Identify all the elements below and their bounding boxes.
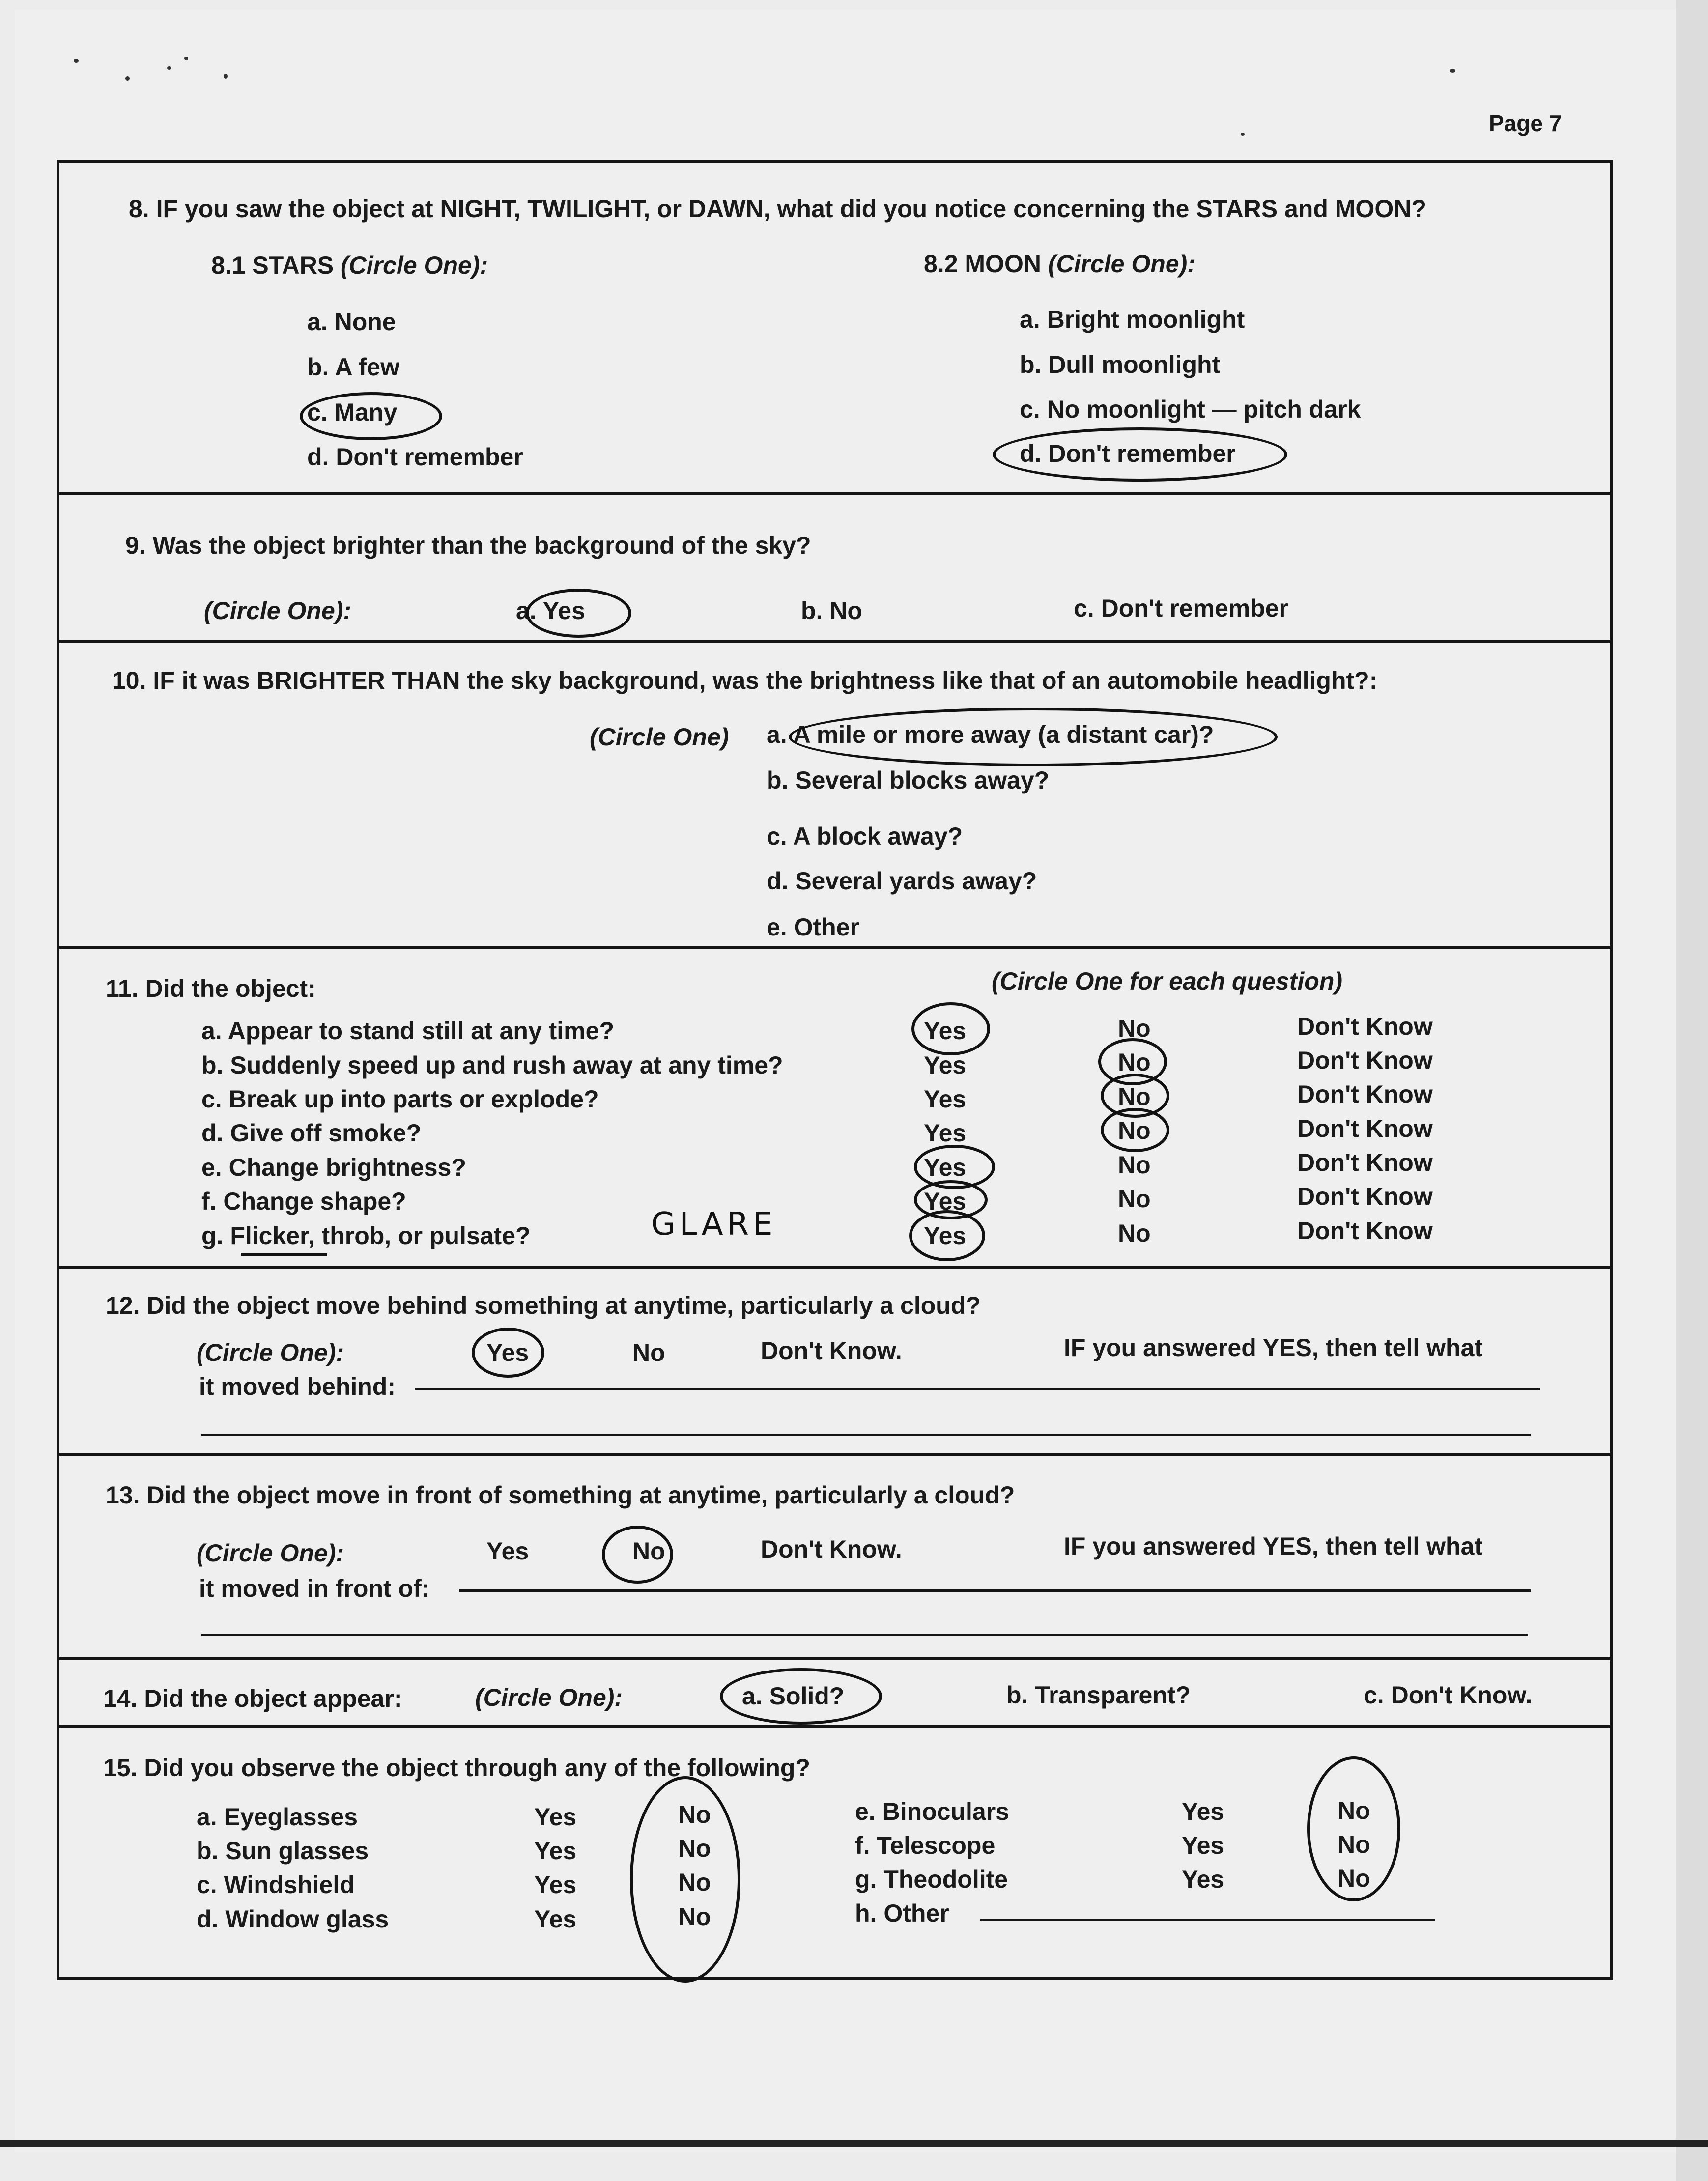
q15-item-f: f. Telescope [855,1832,996,1859]
scan-speck [74,59,79,63]
q11-no-g[interactable]: No [1118,1219,1151,1247]
answer-circle [1307,1756,1400,1901]
q11-dontknow-b[interactable]: Don't Know [1297,1047,1433,1074]
q15-no-d[interactable]: No [678,1903,711,1930]
section-divider [57,946,1613,949]
scan-speck [125,76,130,81]
moon-heading: 8.2 MOON (Circle One): [924,250,1196,278]
q15-no-b[interactable]: No [678,1835,711,1862]
q15-item-h: h. Other [855,1899,949,1927]
q9-instruction: (Circle One): [204,597,352,624]
q12-option-dontknow[interactable]: Don't Know. [761,1337,902,1364]
answer-circle [630,1776,740,1983]
q15-yes-b[interactable]: Yes [534,1837,577,1865]
q12-followup-label: it moved behind: [199,1373,396,1400]
q11-row-e: e. Change brightness? [201,1154,466,1181]
answer-circle [602,1526,673,1584]
question-13: 13. Did the object move in front of something at anytime, particularly a cloud? [106,1481,1015,1509]
scan-speck [1241,133,1245,136]
q11-dontknow-a[interactable]: Don't Know [1297,1013,1433,1040]
q13-answer-line-2[interactable] [201,1634,1528,1636]
q11-yes-g[interactable]: Yes [924,1222,967,1249]
q15-yes-a[interactable]: Yes [534,1803,577,1831]
q11-dontknow-e[interactable]: Don't Know [1297,1149,1433,1176]
section-divider [57,1266,1613,1269]
q15-no-a[interactable]: No [678,1801,711,1828]
q11-row-c: c. Break up into parts or explode? [201,1085,599,1113]
moon-option-b[interactable]: b. Dull moonlight [1020,351,1221,378]
q11-yes-c[interactable]: Yes [924,1085,967,1113]
answer-circle [1101,1108,1169,1152]
scan-speck [224,74,228,79]
q13-option-dontknow[interactable]: Don't Know. [761,1535,902,1563]
question-9: 9. Was the object brighter than the background of the sky? [125,532,811,559]
q9-option-a[interactable]: a. Yes [516,597,585,624]
q10-instruction: (Circle One) [590,723,729,751]
answer-circle [526,589,631,638]
q15-item-b: b. Sun glasses [197,1837,369,1865]
q12-answer-line-2[interactable] [201,1434,1531,1436]
q15-yes-c[interactable]: Yes [534,1871,577,1898]
q12-answer-line[interactable] [415,1388,1540,1390]
q11-dontknow-d[interactable]: Don't Know [1297,1115,1433,1142]
answer-circle [911,1002,990,1055]
q13-instruction: (Circle One): [197,1539,344,1567]
scan-speck [167,66,171,70]
scan-speck [1450,69,1455,73]
q15-yes-d[interactable]: Yes [534,1905,577,1933]
q15-item-a: a. Eyeglasses [197,1803,358,1831]
q10-option-c[interactable]: c. A block away? [767,822,963,850]
q11-yes-d[interactable]: Yes [924,1119,967,1147]
question-10: 10. IF it was BRIGHTER THAN the sky background, was the brightness like that of an automobile headlight?: [112,667,1378,694]
page-edge-shadow [1676,0,1708,2181]
q11-row-f: f. Change shape? [201,1188,406,1215]
q10-option-a[interactable]: a. A mile or more away (a distant car)? [767,721,1214,748]
q15-item-d: d. Window glass [197,1905,389,1933]
q11-instruction: (Circle One for each question) [992,967,1343,995]
stars-option-b[interactable]: b. A few [307,353,399,381]
moon-option-d[interactable]: d. Don't remember [1020,440,1236,467]
q11-yes-a[interactable]: Yes [924,1017,967,1045]
answer-circle [472,1328,544,1378]
q15-yes-f[interactable]: Yes [1182,1832,1224,1859]
q15-item-g: g. Theodolite [855,1866,1008,1893]
q10-option-b[interactable]: b. Several blocks away? [767,766,1050,794]
section-divider [57,492,1613,495]
handwritten-note-glare: GLARE [651,1206,777,1243]
q11-row-d: d. Give off smoke? [201,1119,422,1147]
stars-option-d[interactable]: d. Don't remember [307,443,523,471]
q11-yes-e[interactable]: Yes [924,1154,967,1181]
section-divider [57,1453,1613,1456]
q15-other-line[interactable] [980,1919,1435,1921]
moon-option-a[interactable]: a. Bright moonlight [1020,306,1245,333]
moon-option-c[interactable]: c. No moonlight — pitch dark [1020,396,1361,423]
answer-circle [909,1210,985,1261]
q13-answer-line[interactable] [459,1589,1531,1592]
q15-item-e: e. Binoculars [855,1798,1009,1825]
q11-dontknow-c[interactable]: Don't Know [1297,1080,1433,1108]
q12-option-no[interactable]: No [632,1339,665,1366]
page-bottom-edge [0,2140,1708,2147]
question-8: 8. IF you saw the object at NIGHT, TWILIGHT, or DAWN, what did you notice concerning the STARS and MOON? [129,195,1426,223]
q11-row-g: g. Flicker, throb, or pulsate? [201,1222,531,1249]
q15-item-c: c. Windshield [197,1871,355,1898]
flicker-underline [241,1253,327,1256]
q11-dontknow-f[interactable]: Don't Know [1297,1183,1433,1210]
q15-no-f[interactable]: No [1338,1831,1370,1858]
q11-dontknow-g[interactable]: Don't Know [1297,1217,1433,1245]
q12-option-yes[interactable]: Yes [486,1339,529,1366]
q10-option-d[interactable]: d. Several yards away? [767,867,1037,895]
question-15: 15. Did you observe the object through any of the following? [103,1754,810,1782]
q11-no-a[interactable]: No [1118,1015,1151,1042]
q10-option-e[interactable]: e. Other [767,913,859,941]
q15-no-c[interactable]: No [678,1869,711,1896]
q12-followup: IF you answered YES, then tell what [1064,1334,1483,1361]
q11-row-a: a. Appear to stand still at any time? [201,1017,614,1045]
q13-option-no[interactable]: No [632,1537,665,1565]
page-number: Page 7 [1489,111,1562,136]
q11-no-c[interactable]: No [1118,1083,1151,1110]
q14-option-a[interactable]: a. Solid? [742,1682,845,1710]
q11-yes-b[interactable]: Yes [924,1051,967,1079]
q11-no-e[interactable]: No [1118,1151,1151,1179]
question-11: 11. Did the object: [106,975,316,1002]
q11-no-f[interactable]: No [1118,1185,1151,1213]
stars-option-c[interactable]: c. Many [307,398,398,426]
answer-circle [789,708,1278,766]
q15-no-g[interactable]: No [1338,1865,1370,1892]
q11-row-b: b. Suddenly speed up and rush away at any time? [201,1051,783,1079]
q13-followup-label: it moved in front of: [199,1575,430,1602]
stars-heading: 8.1 STARS (Circle One): [211,252,488,279]
stars-option-a[interactable]: a. None [307,308,396,336]
section-divider [57,1657,1613,1660]
question-12: 12. Did the object move behind something at anytime, particularly a cloud? [106,1292,981,1319]
q9-option-c[interactable]: c. Don't remember [1074,595,1289,622]
answer-circle [993,427,1287,482]
q14-instruction: (Circle One): [475,1684,623,1711]
q13-followup: IF you answered YES, then tell what [1064,1532,1483,1560]
q9-option-b[interactable]: b. No [801,597,862,624]
q15-yes-e[interactable]: Yes [1182,1798,1224,1825]
section-divider [57,1725,1613,1728]
answer-circle [720,1668,882,1725]
q13-option-yes[interactable]: Yes [486,1537,529,1565]
q12-instruction: (Circle One): [197,1339,344,1366]
q14-option-c[interactable]: c. Don't Know. [1364,1681,1533,1709]
q14-option-b[interactable]: b. Transparent? [1006,1681,1191,1709]
answer-circle [300,392,442,440]
scan-speck [184,57,188,60]
q11-no-b[interactable]: No [1118,1048,1151,1076]
section-divider [57,640,1613,643]
question-14: 14. Did the object appear: [103,1685,402,1712]
q11-yes-f[interactable]: Yes [924,1188,967,1215]
q15-no-e[interactable]: No [1338,1797,1370,1824]
q15-yes-g[interactable]: Yes [1182,1866,1224,1893]
q11-no-d[interactable]: No [1118,1117,1151,1144]
